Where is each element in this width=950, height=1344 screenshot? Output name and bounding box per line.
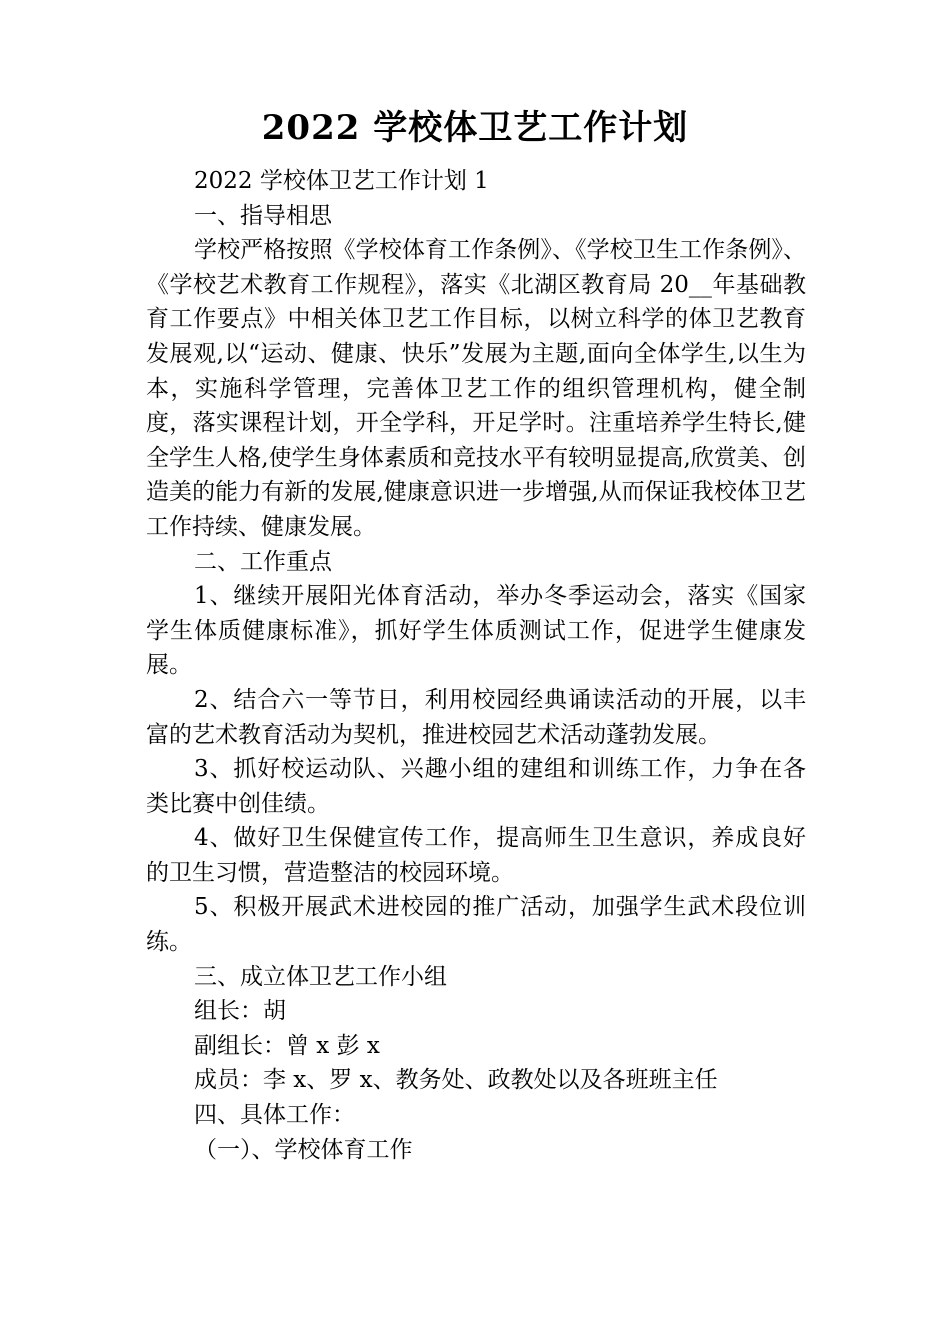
section-heading-1: 一、指导相思 [194,202,332,229]
document-body [146,164,806,1167]
section-heading-4: 四、具体工作： [194,1102,355,1129]
document-title: 2022 学校体卫艺工作计划 [261,108,689,148]
subsection-heading-1: （一）、学校体育工作 [194,1136,413,1163]
section-heading-3: 三、成立体卫艺工作小组 [194,963,447,990]
guiding-paragraph: 学校严格按照《学校体育工作条例》、《学校卫生工作条例》、《学校艺术教育工作规程》，落实《北湖区教育局 20__年基础教育工作要点》中相关体卫艺工作目标，以树立科学的体卫艺教育发展观,以“运动、健康、快乐”发展为主题,面向全体学生,以生为本，实施科学管理，完善体卫艺工作的组织管理机构，健全制度，落实课程计划，开全学科，开足学时。注重培养学生特长,健全学生人格,使学生身体素质和竞技水平有较明显提高,欣赏美、创造美的能力有新的发展,健康意识进一步增强,从而保证我校体卫艺工作持续、健康发展。 [146,237,806,540]
group-members: 成员：李 x、罗 x、教务处、政教处以及各班班主任 [194,1067,718,1094]
key-point-5: 5、积极开展武术进校园的推广活动，加强学生武术段位训练。 [146,894,806,956]
section-heading-2: 二、工作重点 [194,548,332,575]
group-leader: 组长：胡 [194,998,286,1025]
group-deputy-leader: 副组长：曾 x 彭 x [194,1032,380,1059]
key-point-1: 1、继续开展阳光体育活动，举办冬季运动会，落实《国家学生体质健康标准》，抓好学生体质测试工作，促进学生健康发展。 [146,583,806,679]
subtitle-paragraph: 2022 学校体卫艺工作计划 1 [194,168,489,194]
key-point-4: 4、做好卫生保健宣传工作，提高师生卫生意识，养成良好的卫生习惯，营造整洁的校园环境。 [146,825,806,886]
key-point-3: 3、抓好校运动队、兴趣小组的建组和训练工作，力争在各类比赛中创佳绩。 [146,756,806,817]
key-point-2: 2、结合六一等节日，利用校园经典诵读活动的开展，以丰富的艺术教育活动为契机，推进校园艺术活动蓬勃发展。 [146,686,806,748]
